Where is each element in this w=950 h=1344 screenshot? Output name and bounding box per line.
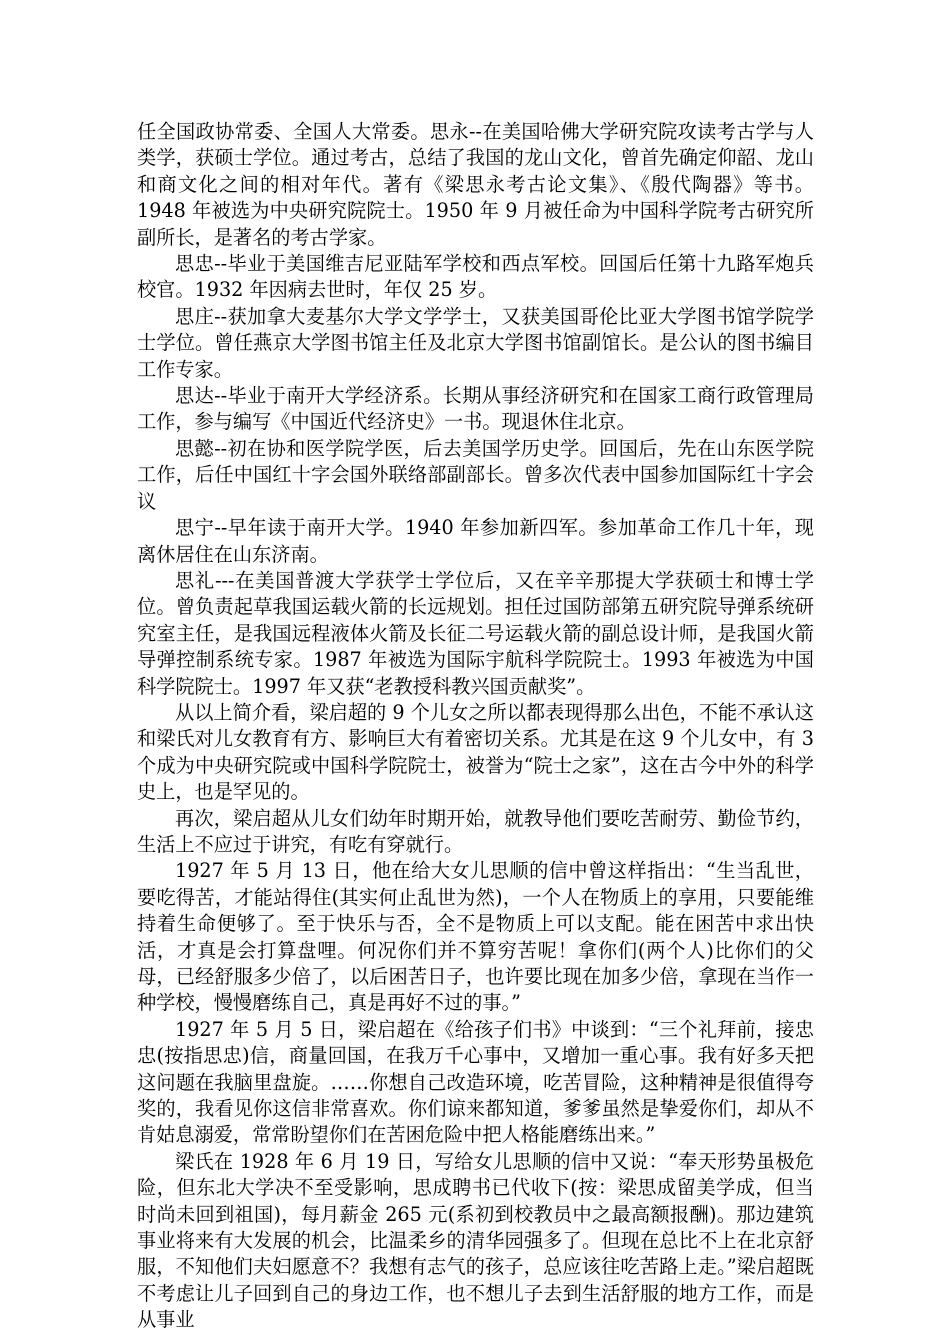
paragraph-letter-1928-06-19: 梁氏在 1928 年 6 月 19 日，写给女儿思顺的信中又说：“奉天形势虽极危险，但东北大学决不至受影响，思成聘书已代收下(按：梁思成留美学成，但当时尚未回到祖国)，每月薪金 265 元(系初到校教员中之最高额报酬)。那边建筑事业将来有大发展的机会，比温柔乡的清华园强多了。但现在总比不上在北京舒服，不知他们夫妇愿意不？我想有志气的孩子，总应该往吃苦路上走。”梁启超既不考虑让儿子回到自己的身边工作，也不想儿子去到生活舒服的地方工作，而是从事业 [137, 1149, 814, 1332]
paragraph-siyi: 思懿--初在协和医学院学医，后去美国学历史学。回国后，先在山东医学院工作，后任中国红十字会国外联络部副部长。曾多次代表中国参加国际红十字会议 [137, 436, 814, 513]
paragraph-sida: 思达--毕业于南开大学经济系。长期从事经济研究和在国家工商行政管理局工作，参与编写《中国近代经济史》一书。现退休住北京。 [137, 384, 814, 434]
paragraph-summary: 从以上简介看，梁启超的 9 个儿女之所以都表现得那么出色，不能不承认这和梁氏对儿女教育有方、影响巨大有着密切关系。尤其是在这 9 个儿女中，有 3 个成为中央研究院或中国科学院院士，被誉为“院士之家”，这在古今中外的科学史上，也是罕见的。 [137, 700, 814, 804]
paragraph-sining: 思宁--早年读于南开大学。1940 年参加新四军。参加革命工作几十年，现离休居住在山东济南。 [137, 516, 814, 566]
paragraph-letter-1927-05-13: 1927 年 5 月 13 日，他在给大女儿思顺的信中曾这样指出：“生当乱世，要吃得苦，才能站得住(其实何止乱世为然)，一个人在物质上的享用，只要能维持着生命便够了。至于快乐与否，全不是物质上可以支配。能在困苦中求出快活，才真是会打算盘哩。何况你们并不算穷苦呢！拿你们(两个人)比你们的父母，已经舒服多少倍了，以后困苦日子，也许要比现在加多少倍，拿现在当作一种学校，慢慢磨练自己，真是再好不过的事。” [137, 859, 814, 1015]
paragraph-letter-1927-05-05: 1927 年 5 月 5 日，梁启超在《给孩子们书》中谈到：“三个礼拜前，接忠忠(按指思忠)信，商量回国，在我万千心事中，又增加一重心事。我有好多天把这问题在我脑里盘旋。……你想自己改造环境，吃苦冒险，这种精神是很值得夸奖的，我看见你这信非常喜欢。你们谅来都知道，爹爹虽然是挚爱你们，却从不肯姑息溺爱，常常盼望你们在苦困危险中把人格能磨练出来。” [137, 1017, 814, 1147]
paragraph-sili: 思礼---在美国普渡大学获学士学位后，又在辛辛那提大学获硕士和博士学位。曾负责起草我国运载火箭的长远规划。担任过国防部第五研究院导弹系统研究室主任，是我国远程液体火箭及长征二号运载火箭的副总设计师，是我国火箭导弹控制系统专家。1987 年被选为国际宇航科学院院士。1993 年被选为中国科学院院士。1997 年又获“老教授科教兴国贡献奖”。 [137, 568, 814, 698]
document-body [137, 119, 814, 1334]
paragraph-sizhuang: 思庄--获加拿大麦基尔大学文学学士，又获美国哥伦比亚大学图书馆学院学士学位。曾任燕京大学图书馆主任及北京大学图书馆副馆长。是公认的图书编目工作专家。 [137, 304, 814, 381]
paragraph-continued: 任全国政协常委、全国人大常委。思永--在美国哈佛大学研究院攻读考古学与人类学，获硕士学位。通过考古，总结了我国的龙山文化，曾首先确定仰韶、龙山和商文化之间的相对年代。著有《梁思永考古论文集》、《殷代陶器》等书。1948 年被选为中央研究院院士。1950 年 9 月被任命为中国科学院考古研究所副所长，是著名的考古学家。 [137, 120, 814, 249]
paragraph-frugality: 再次，梁启超从儿女们幼年时期开始，就教导他们要吃苦耐劳、勤俭节约，生活上不应过于讲究，有吃有穿就行。 [137, 806, 814, 856]
paragraph-sizhong: 思忠--毕业于美国维吉尼亚陆军学校和西点军校。回国后任第十九路军炮兵校官。1932 年因病去世时，年仅 25 岁。 [137, 252, 814, 302]
